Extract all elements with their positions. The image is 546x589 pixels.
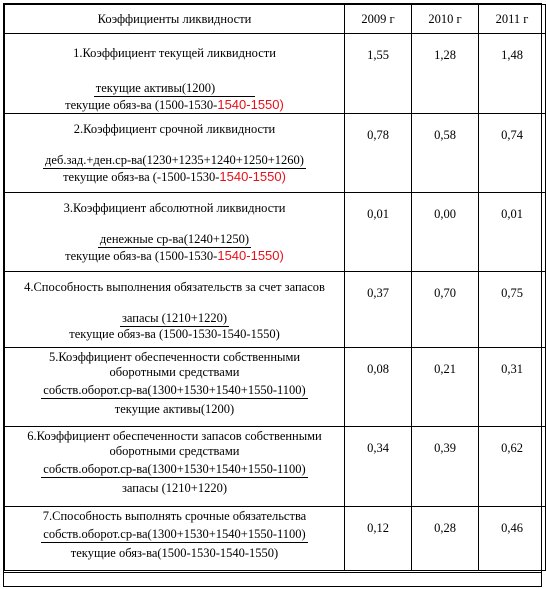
value-2011: 0,46	[479, 507, 546, 571]
ratio-title: 2.Коэффициент срочной ликвидности	[73, 122, 276, 136]
value-2009: 0,78	[345, 114, 412, 193]
header-2009: 2009 г	[345, 5, 412, 34]
ratio-numerator: деб.зад.+ден.ср-ва(1230+1235+1240+1250+1260)	[45, 153, 304, 167]
ratio-cell	[5, 348, 345, 427]
table-row	[5, 348, 546, 427]
table-row	[5, 114, 546, 193]
ratio-denominator-highlight: 1540-1550)	[217, 248, 284, 263]
ratio-title: 6.Коэффициент обеспеченности запасов собственными	[27, 429, 322, 443]
value-2010: 0,58	[412, 114, 479, 193]
value-2009: 0,12	[345, 507, 412, 571]
value-2010: 0,39	[412, 427, 479, 507]
table-row	[5, 34, 546, 114]
ratio-numerator: собств.оборот.ср-ва(1300+1530+1540+1550-1100)	[43, 527, 306, 541]
ratio-title-cont: оборотными средствами	[109, 365, 240, 379]
ratio-title: 4.Способность выполнения обязательств за счет запасов	[24, 280, 325, 294]
ratio-numerator: денежные ср-ва(1240+1250)	[99, 232, 250, 246]
table-row	[5, 193, 546, 272]
ratio-denominator-highlight: 1540-1550)	[219, 169, 286, 184]
ratio-numerator: собств.оборот.ср-ва(1300+1530+1540+1550-1100)	[43, 383, 306, 397]
table-header-row	[5, 5, 546, 34]
ratio-denominator: текущие обяз-ва (1500-1530-1540-1550)	[65, 97, 284, 112]
value-2009: 0,37	[345, 272, 412, 348]
ratio-numerator: запасы (1210+1220)	[121, 311, 227, 325]
value-2011: 0,75	[479, 272, 546, 348]
liquidity-table-frame	[3, 3, 542, 573]
header-2010: 2010 г	[412, 5, 479, 34]
ratio-denominator: текущие обяз-ва (1500-1530-1540-1550)	[69, 327, 280, 341]
value-2009: 0,08	[345, 348, 412, 427]
table-bottom-strip	[3, 573, 542, 587]
value-2009: 0,34	[345, 427, 412, 507]
ratio-cell	[5, 193, 345, 272]
value-2011: 0,74	[479, 114, 546, 193]
table-row	[5, 427, 546, 507]
ratio-cell	[5, 114, 345, 193]
ratio-cell	[5, 34, 345, 114]
value-2010: 0,70	[412, 272, 479, 348]
ratio-cell	[5, 507, 345, 571]
header-2011: 2011 г	[479, 5, 546, 34]
value-2010: 1,28	[412, 34, 479, 114]
ratio-title: 7.Способность выполнять срочные обязательства	[42, 509, 307, 523]
value-2011: 0,62	[479, 427, 546, 507]
ratio-title: 3.Коэффициент абсолютной ликвидности	[63, 201, 286, 215]
liquidity-ratios-table	[4, 4, 546, 571]
ratio-title: 1.Коэффициент текущей ликвидности	[73, 46, 276, 60]
ratio-cell	[5, 272, 345, 348]
value-2009: 0,01	[345, 193, 412, 272]
ratio-numerator: текущие активы(1200)	[94, 81, 255, 97]
value-2011: 0,01	[479, 193, 546, 272]
ratio-denominator: текущие обяз-ва (1500-1530-1540-1550)	[65, 248, 284, 263]
ratio-denominator-highlight: 1540-1550)	[217, 97, 284, 112]
value-2010: 0,21	[412, 348, 479, 427]
ratio-denominator: текущие обяз-ва (-1500-1530-1540-1550)	[63, 169, 286, 184]
table-row	[5, 507, 546, 571]
value-2011: 0,31	[479, 348, 546, 427]
header-ratio-name: Коэффициенты ликвидности	[5, 5, 345, 34]
value-2009: 1,55	[345, 34, 412, 114]
ratio-denominator: текущие обяз-ва(1500-1530-1540-1550)	[70, 546, 279, 560]
ratio-cell	[5, 427, 345, 507]
ratio-denominator: запасы (1210+1220)	[121, 481, 227, 495]
ratio-title: 5.Коэффициент обеспеченности собственными	[48, 350, 301, 364]
value-2011: 1,48	[479, 34, 546, 114]
ratio-title-cont: оборотными средствами	[109, 444, 240, 458]
value-2010: 0,28	[412, 507, 479, 571]
ratio-numerator: собств.оборот.ср-ва(1300+1530+1540+1550-1100)	[43, 462, 306, 476]
ratio-denominator: текущие активы(1200)	[114, 402, 235, 416]
table-row	[5, 272, 546, 348]
value-2010: 0,00	[412, 193, 479, 272]
